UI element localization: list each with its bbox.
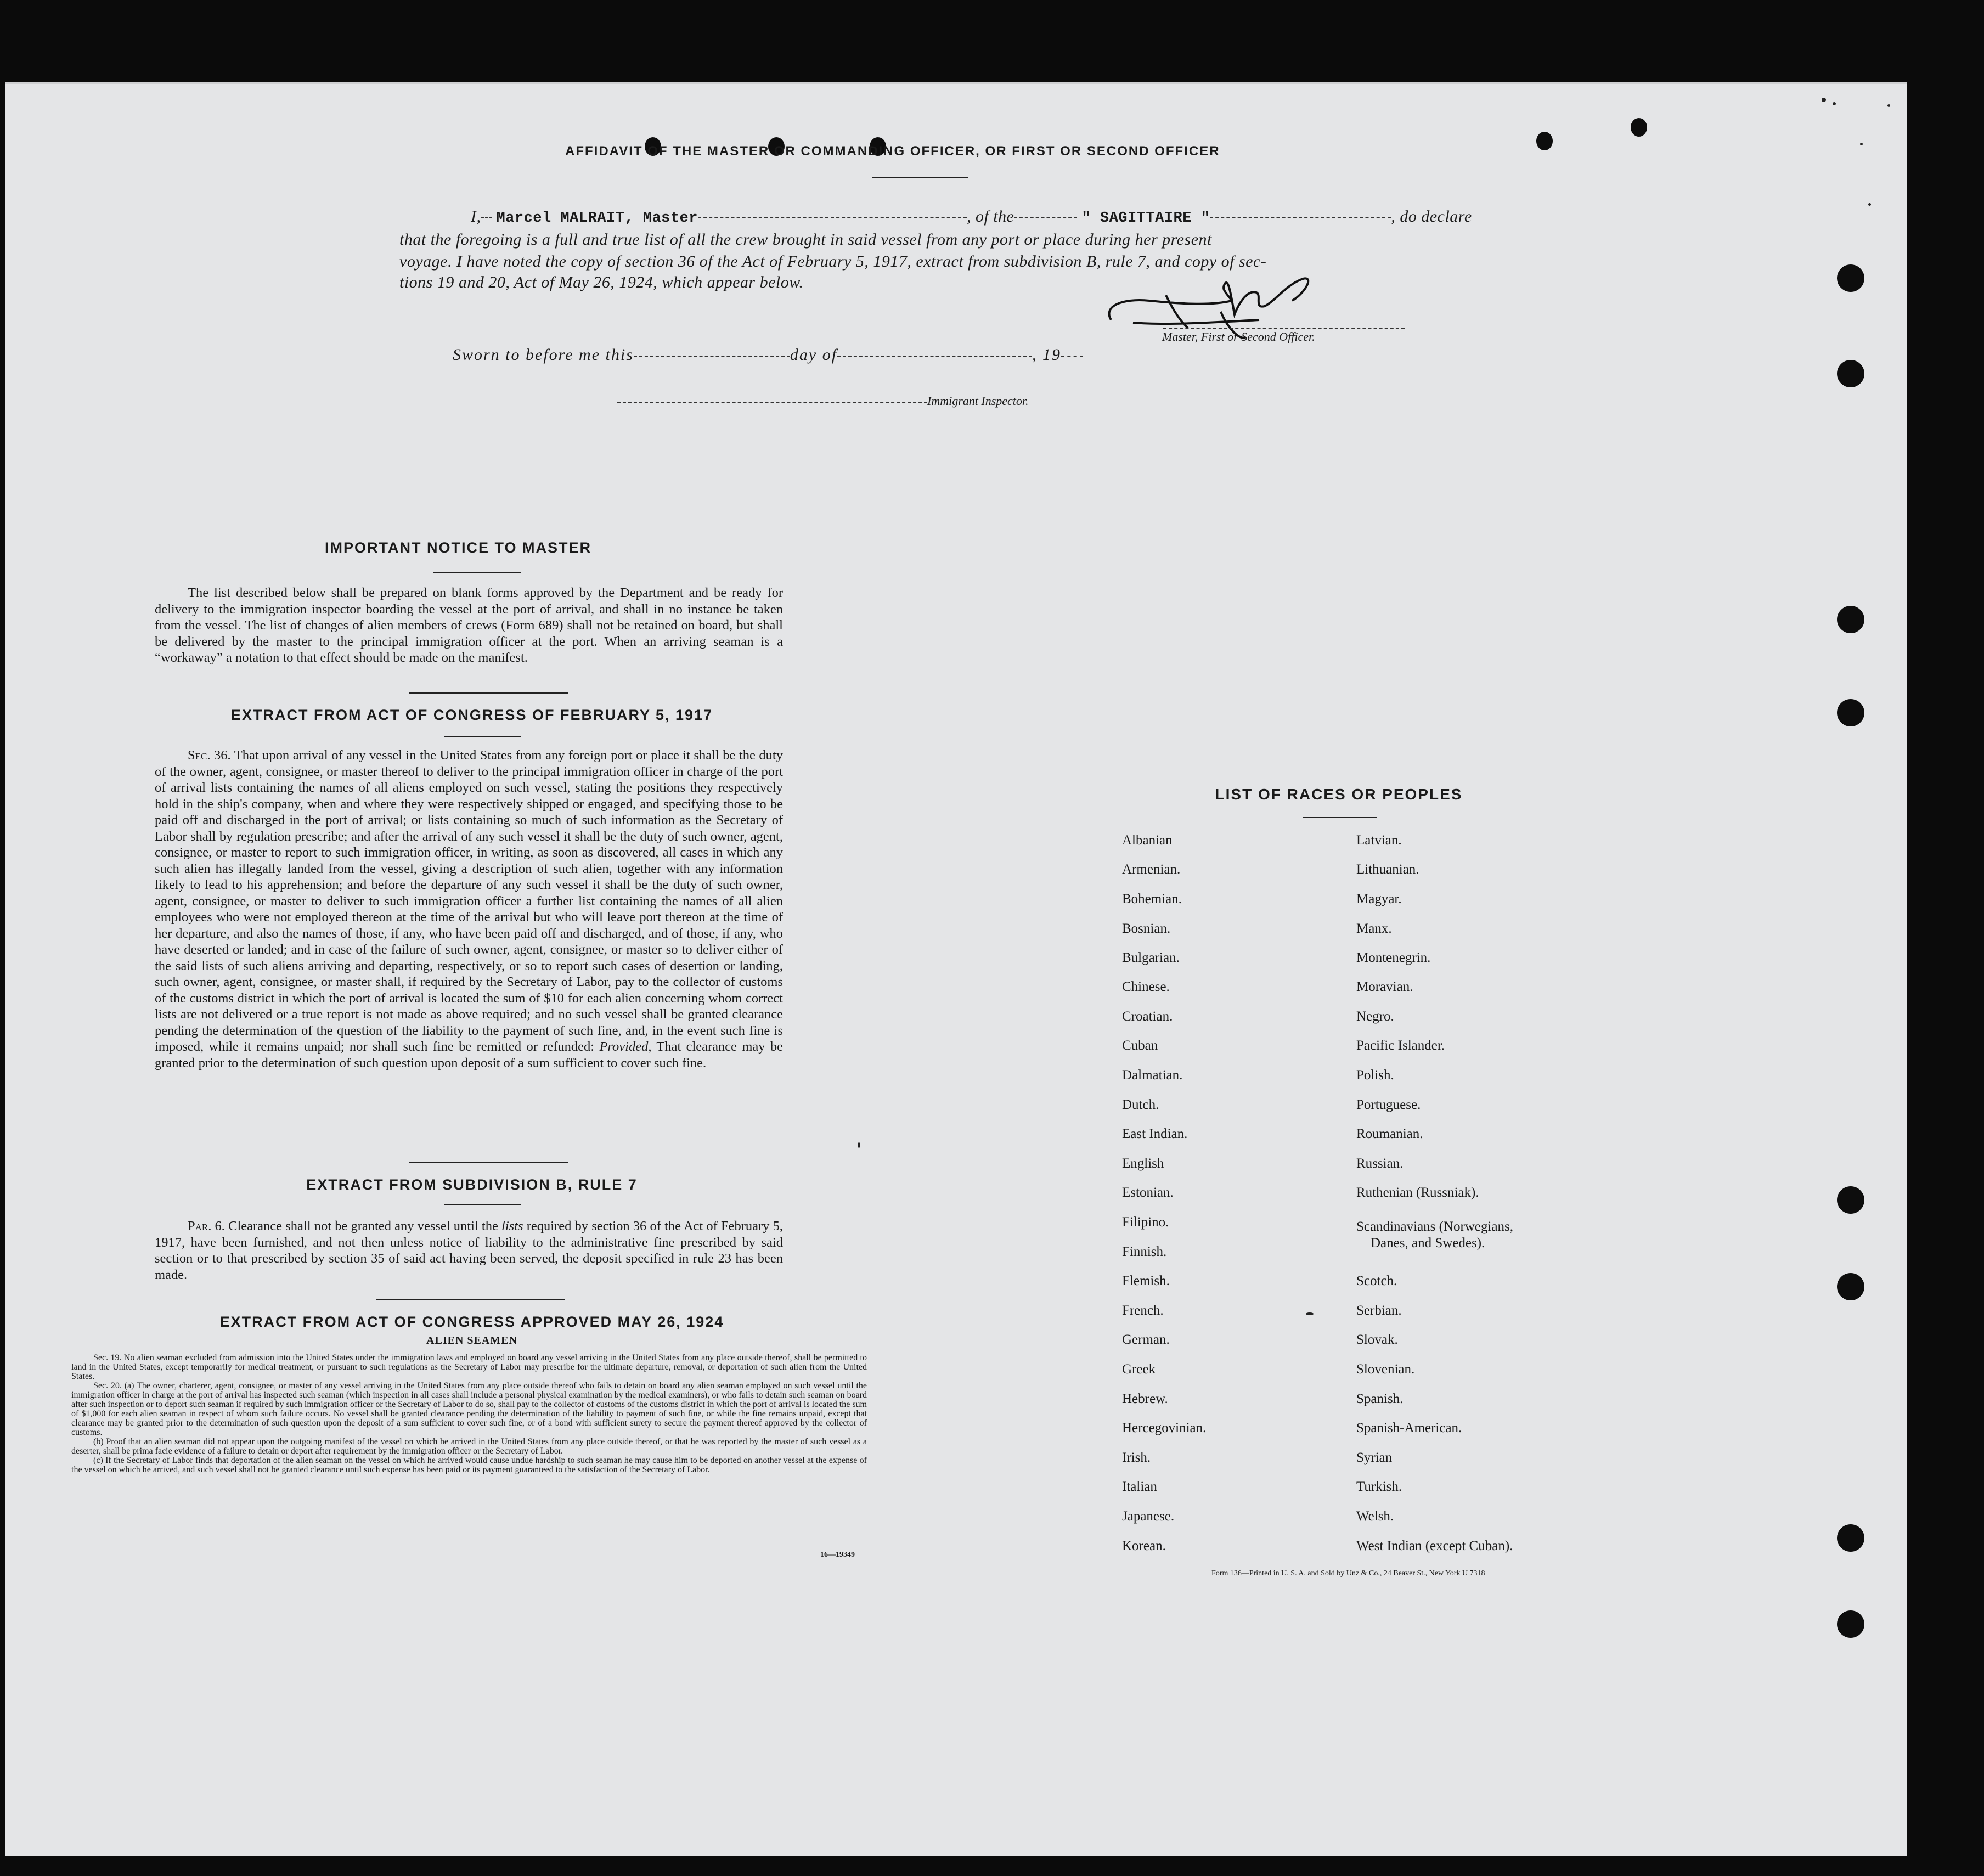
race-left: Hercegovinian. (1122, 1421, 1207, 1435)
punch-hole-right-8 (1837, 1610, 1864, 1638)
races-rule (1303, 817, 1377, 818)
race-right: Roumanian. (1356, 1126, 1423, 1141)
affidavit-line-4: tions 19 and 20, Act of May 26, 1924, which appear below. (399, 273, 804, 291)
signature-line (1163, 328, 1405, 329)
race-left: Korean. (1122, 1539, 1166, 1553)
notice-text (155, 585, 783, 666)
affidavit-line-2: that the foregoing is a full and true list of all the crew brought in said vessel from any port or place during her present (399, 230, 1212, 249)
race-left: Irish. (1122, 1450, 1151, 1465)
race-left: German. (1122, 1332, 1170, 1347)
form-footer: Form 136—Printed in U. S. A. and Sold by Unz & Co., 24 Beaver St., New York U 7318 (1211, 1569, 1485, 1578)
provided-label: Provided, (599, 1039, 652, 1054)
speck (858, 1142, 860, 1148)
speck (1306, 1312, 1314, 1315)
lists-label: lists (501, 1219, 523, 1233)
rule7-rule (444, 1204, 521, 1205)
race-right: Polish. (1356, 1068, 1394, 1083)
extract-1917-end-rule (409, 1162, 568, 1163)
race-right: Negro. (1356, 1009, 1394, 1024)
race-right: Montenegrin. (1356, 950, 1431, 965)
race-right: Portuguese. (1356, 1097, 1421, 1112)
race-left: Hebrew. (1122, 1391, 1168, 1406)
race-left: Chinese. (1122, 979, 1170, 994)
race-left: Japanese. (1122, 1509, 1175, 1524)
race-left: Italian (1122, 1479, 1157, 1494)
sworn-line (453, 346, 1083, 364)
inspector-label: Immigrant Inspector. (927, 394, 1029, 408)
section-36-text-end: That clearance may be granted prior to the determination of such question upon deposit of a sum sufficient to cover such fine. (155, 1039, 783, 1071)
extract-1917-text (155, 747, 783, 1071)
affidavit-line-3: voyage. I have noted the copy of section 36 of the Act of February 5, 1917, extract from subdivision B, rule 7, and copy of sec- (399, 252, 1267, 271)
race-right: West Indian (except Cuban). (1356, 1539, 1513, 1553)
race-right: Syrian (1356, 1450, 1393, 1465)
race-right: Slovenian. (1356, 1362, 1415, 1377)
race-left: Armenian. (1122, 862, 1181, 877)
punch-hole-top-4 (1536, 132, 1553, 150)
rule7-end-rule (376, 1299, 565, 1300)
rule7-text-b: required by section 36 of the Act of February 5, 1917, have been furnished, and not then unless notice of liability to the administrative fine prescribed by said section or to that prescribed by section 35 of said act having been served, the deposit specified in rule 23 has been made. (155, 1219, 783, 1282)
punch-hole-top-5 (1631, 118, 1647, 137)
races-heading: LIST OF RACES OR PEOPLES (1215, 786, 1463, 803)
punch-hole-right-1 (1837, 264, 1864, 292)
do-declare-label: , do declare (1391, 207, 1472, 226)
punch-hole-right-2 (1837, 360, 1864, 387)
race-left: East Indian. (1122, 1126, 1188, 1141)
extract-1924-heading: EXTRACT FROM ACT OF CONGRESS APPROVED MAY 26, 1924 (219, 1314, 724, 1330)
affidavit-line-1 (471, 207, 1472, 227)
inspector-line (617, 394, 1029, 408)
race-right: Russian. (1356, 1156, 1404, 1171)
punch-hole-right-7 (1837, 1524, 1864, 1552)
race-left: Cuban (1122, 1038, 1158, 1053)
race-right: Latvian. (1356, 833, 1402, 848)
race-left: Dutch. (1122, 1097, 1159, 1112)
race-right: Manx. (1356, 921, 1392, 936)
punch-hole-right-6 (1837, 1273, 1864, 1300)
race-left: English (1122, 1156, 1164, 1171)
section-20c-text: (c) If the Secretary of Labor finds that deportation of the alien seaman on the vessel on which he arrived would cause undue hardship to such seaman he may cause him to be deported on another vessel at the expense of the vessel on which he arrived, and such vessel shall not be granted clearance until such expense has been paid or its payment guaranteed to the satisfaction of the Secretary of Labor. (71, 1456, 867, 1474)
race-right: Moravian. (1356, 979, 1413, 994)
race-right: Slovak. (1356, 1332, 1398, 1347)
sworn-day: day of (790, 346, 838, 364)
notice-rule (433, 572, 521, 573)
race-right: Welsh. (1356, 1509, 1394, 1524)
section-36-label: Sec. 36. (188, 748, 231, 763)
race-left: French. (1122, 1303, 1164, 1318)
race-left: Filipino. (1122, 1215, 1169, 1230)
race-right: Spanish-American. (1356, 1421, 1462, 1435)
race-right: Serbian. (1356, 1303, 1402, 1318)
affidavit-pronoun: I, (471, 207, 481, 226)
race-left: Albanian (1122, 833, 1173, 848)
race-right: Lithuanian. (1356, 862, 1419, 877)
speck (1860, 143, 1863, 145)
speck (1887, 104, 1890, 107)
section-36-text: That upon arrival of any vessel in the United States from any foreign port or place it shall be the duty of the owner, agent, consignee, or master thereof to deliver to the principal immigration officer in charge of the port of arrival lists containing the names of all aliens employed on such vessel, stating the positions they respectively hold in the ship's company, when and where they were respectively shipped or engaged, and specifying those to be paid off and discharged in the port of arrival; or lists containing so much of such information as the Secretary of Labor shall by regulation prescribe; and after the arrival of any such vessel it shall be the duty of such owner, agent, consignee, or master to report to such immigration officer, in writing, as soon as discovered, all cases in which any such alien has illegally landed from the vessel, giving a description of such alien, together with any information likely to lead to his apprehension; and before the departure of any such vessel it shall be the duty of such owner, agent, consignee, or master to deliver to such immigration officer a further list containing the names of all alien employees who were not employed thereon at the time of the arrival but who will leave port thereon at the time of her departure, and also the names of those, if any, who have been paid off and discharged, and of those, if any, who have deserted or landed; and in case of the failure of such owner, agent, consignee, or master so to deliver either of the said lists of such aliens arriving and departing, respectively, or so to report such cases of desertion or landing, such owner, agent, consignee, or master shall, if required by the Secretary of Labor, pay to the collector of customs of the customs district in which the port of arrival is located the sum of $10 for each alien concerning whom correct lists are not delivered or a true report is not made as above required; and no such vessel shall be granted clearance pending the determination of the question of the liability to the payment of such fine, and, in the event such fine is imposed, while it remains unpaid; nor shall such fine be remitted or refunded: (155, 748, 783, 1054)
extract-1924-text (71, 1353, 867, 1474)
punch-hole-right-4 (1837, 699, 1864, 726)
race-right: Ruthenian (Russniak). (1356, 1185, 1479, 1200)
race-left: Greek (1122, 1362, 1156, 1377)
punch-hole-right-5 (1837, 1186, 1864, 1214)
rule7-text (155, 1218, 783, 1283)
rule7-heading: EXTRACT FROM SUBDIVISION B, RULE 7 (306, 1176, 638, 1193)
race-right: Magyar. (1356, 892, 1402, 906)
race-right: Scandinavians (Norwegians, (1356, 1219, 1514, 1234)
race-left: Bohemian. (1122, 892, 1182, 906)
race-right: Pacific Islander. (1356, 1038, 1445, 1053)
race-right: Scotch. (1356, 1274, 1397, 1288)
notice-paragraph: The list described below shall be prepared on blank forms approved by the Department and be ready for delivery to the immigration inspector boarding the vessel at the port of arrival, and shall in no instance be taken from the vessel. The list of changes of alien members of crews (Form 689) shall not be retained on board, but shall be delivered by the master to the principal immigration officer at the port. When an arriving seaman is a “workaway” a notation to that effect should be made on the manifest. (155, 585, 783, 665)
alien-seamen-subheading: ALIEN SEAMEN (426, 1334, 517, 1347)
race-left: Croatian. (1122, 1009, 1173, 1024)
affidavit-title: AFFIDAVIT OF THE MASTER OR COMMANDING OFFICER, OR FIRST OR SECOND OFFICER (565, 144, 1220, 159)
speck (1822, 98, 1826, 102)
race-left: Finnish. (1122, 1244, 1167, 1259)
notice-heading: IMPORTANT NOTICE TO MASTER (325, 539, 591, 556)
extract-1917-rule (444, 736, 521, 737)
vessel-name: " SAGITTAIRE " (1081, 210, 1210, 227)
speck (1868, 203, 1871, 206)
section-20b-text: (b) Proof that an alien seaman did not appear upon the outgoing manifest of the vessel on which he arrived in the United States from any place outside thereof, or that he was reported by the master of such vessel as a deserter, shall be prima facie evidence of a failure to detain or deport after requirement by the immigration officer or the Secretary of Labor. (71, 1437, 867, 1456)
race-right: Turkish. (1356, 1479, 1402, 1494)
extract-1917-heading: EXTRACT FROM ACT OF CONGRESS OF FEBRUARY 5, 1917 (230, 707, 713, 723)
race-left: Estonian. (1122, 1185, 1174, 1200)
master-name: Marcel MALRAIT, Master (496, 210, 698, 227)
form-code: 16—19349 (820, 1551, 855, 1559)
section-19-text: Sec. 19. No alien seaman excluded from admission into the United States under the immigration laws and employed on board any vessel arriving in the United States from any place outside thereof, shall be permitted to land in the United States, except temporarily for medical treatment, or pursuant to such regulations as the Secretary of Labor may prescribe for the ultimate departure, removal, or deportation of such alien from the United States. (71, 1353, 867, 1381)
par-6-label: Par. 6. (188, 1219, 225, 1233)
signature-label: Master, First or Second Officer. (1162, 330, 1315, 343)
punch-hole-right-3 (1837, 606, 1864, 633)
race-left: Bosnian. (1122, 921, 1171, 936)
race-left: Bulgarian. (1122, 950, 1180, 965)
sworn-prefix: Sworn to before me this (453, 346, 634, 364)
section-20a-text: Sec. 20. (a) The owner, charterer, agent, consignee, or master of any vessel arriving in the United States from any place outside thereof who fails to detain on board any alien seaman employed on such vessel until the immigration officer in charge at the port of arrival has inspected such seaman (which inspection in all cases shall include a personal physical examination by the medical examiners), or who fails to detain such seaman on board after such inspection or to deport such seaman if required by such immigration officer or the Secretary of Labor to do so, shall pay to the collector of customs of the customs district in which the port of arrival is located the sum of $1,000 for each alien seaman in respect of whom such failure occurs. No vessel shall be granted clearance pending the determination of the liability to payment of such fine, or while the fine remains unpaid, except that clearance may be granted prior to the determination of such question upon the deposit of a sum sufficient to cover such fine, or of a bond with sufficient surety to secure the payment thereof approved by the collector of customs. (71, 1381, 867, 1437)
affidavit-title-rule (872, 177, 968, 178)
sworn-year: , 19 (1032, 346, 1062, 364)
rule7-text-a: Clearance shall not be granted any vessel until the (228, 1219, 498, 1233)
notice-end-rule (409, 692, 568, 694)
race-right: Spanish. (1356, 1391, 1404, 1406)
race-left: Dalmatian. (1122, 1068, 1183, 1083)
race-right-cont: Danes, and Swedes). (1371, 1236, 1485, 1250)
race-left: Flemish. (1122, 1274, 1170, 1288)
of-the-label: , of the (966, 207, 1014, 226)
speck (1833, 102, 1836, 105)
